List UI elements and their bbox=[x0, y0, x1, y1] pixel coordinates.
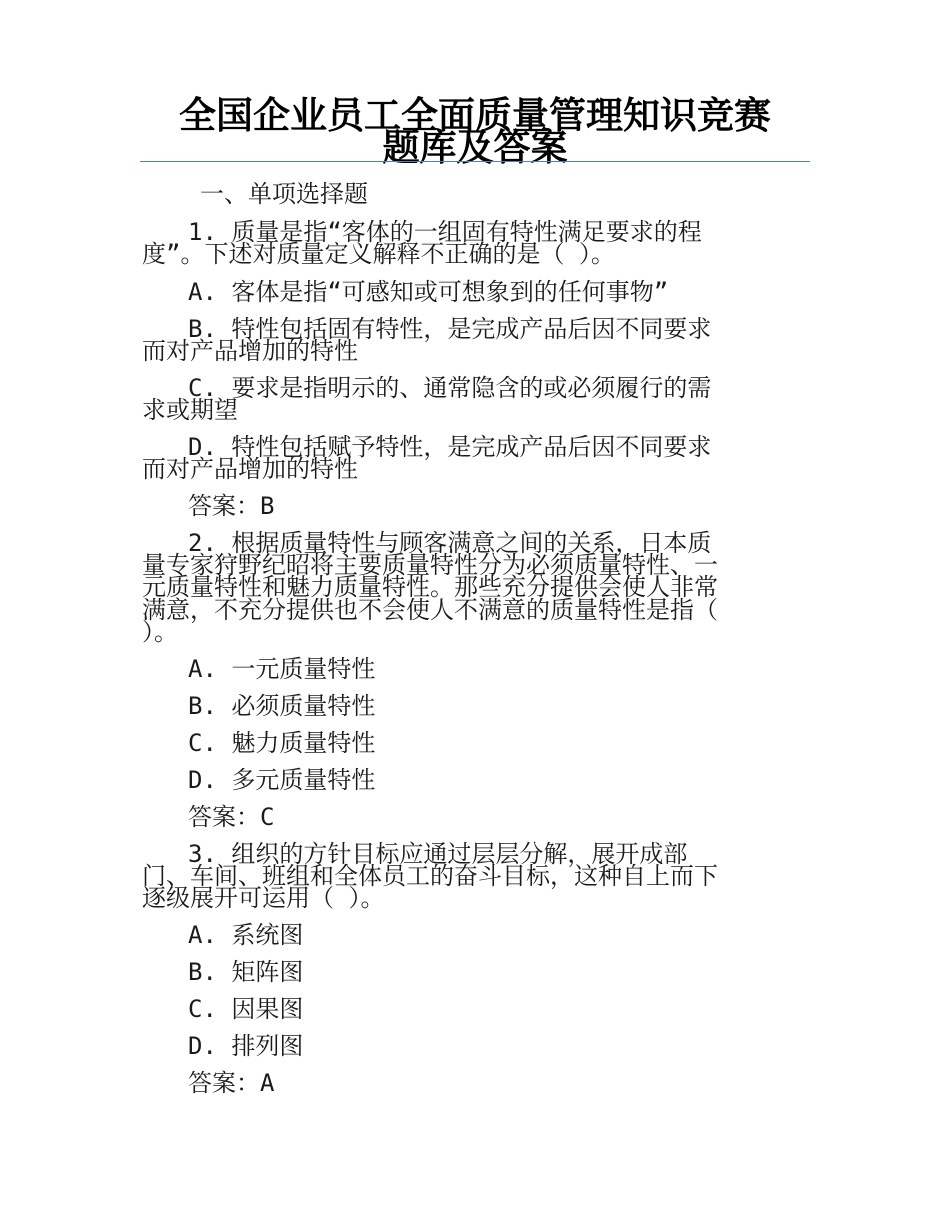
title-underline bbox=[140, 161, 810, 162]
question-1-answer: 答案：B bbox=[188, 492, 275, 520]
question-1-option-d: D. 特性包括赋予特性，是完成产品后因不同要求 bbox=[188, 433, 712, 461]
question-1-stem-line: 度”。下述对质量定义解释不正确的是（ ）。 bbox=[142, 240, 615, 268]
question-2-option-c: C. 魅力质量特性 bbox=[188, 729, 376, 757]
question-3-stem-line: 门、车间、班组和全体员工的奋斗目标，这种自上而下 bbox=[142, 862, 718, 890]
question-2-stem-line: ）。 bbox=[142, 618, 178, 646]
document-title-line2: 题库及答案 bbox=[382, 126, 568, 169]
question-3-option-b: B. 矩阵图 bbox=[188, 958, 304, 986]
question-3-option-a: A. 系统图 bbox=[188, 921, 304, 949]
question-3-option-c: C. 因果图 bbox=[188, 995, 304, 1023]
question-1-option-c: C. 要求是指明示的、通常隐含的或必须履行的需 bbox=[188, 374, 712, 402]
question-1-option-c-cont: 求或期望 bbox=[142, 396, 238, 424]
question-2-stem-line: 满意，不充分提供也不会使人不满意的质量特性是指（ bbox=[142, 596, 718, 624]
question-2-answer: 答案：C bbox=[188, 803, 275, 831]
question-2-option-d: D. 多元质量特性 bbox=[188, 766, 376, 794]
question-1-option-b-cont: 而对产品增加的特性 bbox=[142, 337, 358, 365]
question-1-stem-line: 1. 质量是指“客体的一组固有特性满足要求的程 bbox=[188, 218, 702, 246]
question-2-stem-line: 量专家狩野纪昭将主要质量特性分为必须质量特性、一 bbox=[142, 551, 718, 579]
question-1-option-a: A. 客体是指“可感知或可想象到的任何事物” bbox=[188, 278, 669, 306]
question-2-stem-line: 2. 根据质量特性与顾客满意之间的关系，日本质 bbox=[188, 529, 712, 557]
question-3-stem-line: 3. 组织的方针目标应通过层层分解，展开成部 bbox=[188, 840, 688, 868]
question-2-option-a: A. 一元质量特性 bbox=[188, 655, 376, 683]
question-3-answer: 答案：A bbox=[188, 1069, 275, 1097]
question-2-option-b: B. 必须质量特性 bbox=[188, 692, 376, 720]
document-title-line1: 全国企业员工全面质量管理知识竞赛 bbox=[179, 94, 771, 137]
question-3-option-d: D. 排列图 bbox=[188, 1032, 304, 1060]
section-heading: 一、单项选择题 bbox=[200, 180, 368, 208]
question-2-stem-line: 元质量特性和魅力质量特性。那些充分提供会使人非常 bbox=[142, 573, 718, 601]
question-1-option-b: B. 特性包括固有特性，是完成产品后因不同要求 bbox=[188, 315, 712, 343]
question-1-option-d-cont: 而对产品增加的特性 bbox=[142, 455, 358, 483]
question-3-stem-line: 逐级展开可运用（ ）。 bbox=[142, 884, 385, 912]
